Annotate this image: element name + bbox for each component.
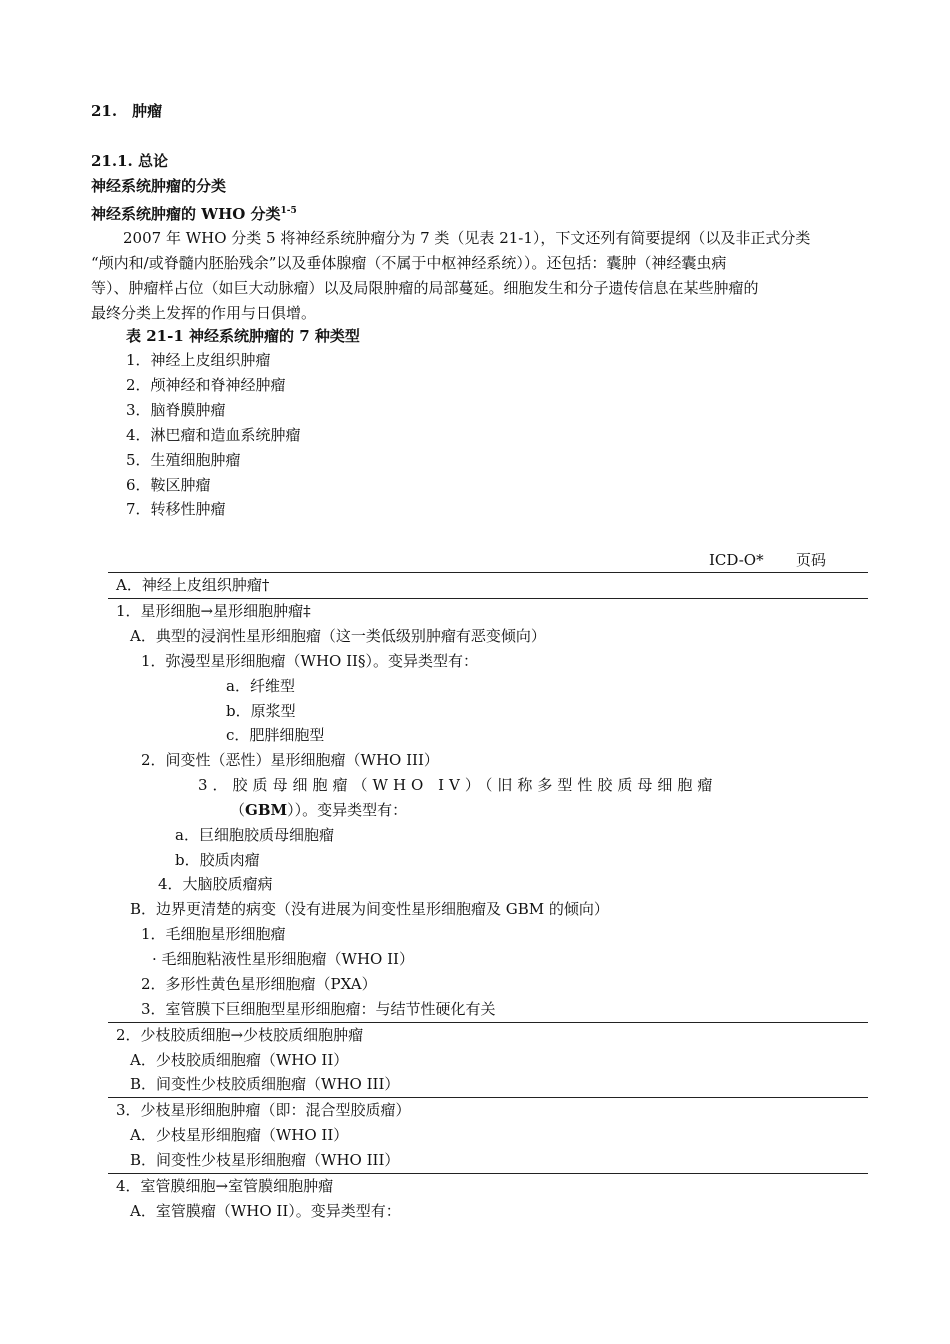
table-rule <box>108 598 868 599</box>
outline-item: B．间变性少枝星形细胞瘤（WHO III） <box>130 1151 400 1169</box>
outline-item: B．间变性少枝胶质细胞瘤（WHO III） <box>130 1075 400 1093</box>
outline-item <box>230 800 407 820</box>
outline-item: A．室管膜瘤（WHO II）。变异类型有： <box>130 1202 401 1220</box>
outline-item: b．原浆型 <box>226 702 296 720</box>
outline-item: 1．星形细胞→星形细胞肿瘤‡ <box>116 602 311 620</box>
table-rule <box>108 1022 868 1023</box>
outline-item: 2．多形性黄色星形细胞瘤（PXA） <box>141 975 377 993</box>
intro-line: 等）、肿瘤样占位（如巨大动脉瘤）以及局限肿瘤的局部蔓延。细胞发生和分子遗传信息在某些肿瘤的 <box>91 279 759 297</box>
outline-item: 1．弥漫型星形细胞瘤（WHO II§）。变异类型有： <box>141 652 478 670</box>
outline-item: A．典型的浸润性星形细胞瘤（这一类低级别肿瘤有恶变倾向） <box>130 627 546 645</box>
page-column-header: 页码 <box>796 551 827 569</box>
outline-item: A．神经上皮组织肿瘤† <box>116 576 270 594</box>
table-rule <box>108 1173 868 1174</box>
intro-line: 2007 年 WHO 分类 5 将神经系统肿瘤分为 7 类（见表 21-1），下文还列有简要提纲（以及非正式分类 <box>123 229 811 247</box>
outline-item: c．肥胖细胞型 <box>226 726 325 744</box>
list-item: 6．鞍区肿瘤 <box>126 476 211 494</box>
gbm-abbreviation: GBM <box>245 801 288 819</box>
gbm-close-text: ））。变异类型有： <box>287 801 408 819</box>
intro-paragraph <box>91 226 861 326</box>
chapter-title: 21. 肿瘤 <box>91 102 163 120</box>
intro-line: 最终分类上发挥的作用与日俱增。 <box>91 304 317 322</box>
table-rule <box>108 572 868 573</box>
section-subtitle-who <box>91 201 297 224</box>
section-subtitle-classification: 神经系统肿瘤的分类 <box>91 177 227 195</box>
outline-item: 2．少枝胶质细胞→少枝胶质细胞肿瘤 <box>116 1026 364 1044</box>
section-title: 21.1. 总论 <box>91 152 168 170</box>
outline-item: 3．室管膜下巨细胞型星形细胞瘤：与结节性硬化有关 <box>141 1000 496 1018</box>
list-item: 7．转移性肿瘤 <box>126 500 226 518</box>
outline-item: a．巨细胞胶质母细胞瘤 <box>175 826 334 844</box>
table-title: 表 21-1 神经系统肿瘤的 7 种类型 <box>126 327 360 345</box>
outline-item: 3．少枝星形细胞肿瘤（即：混合型胶质瘤） <box>116 1101 411 1119</box>
table-rule <box>108 1097 868 1098</box>
intro-line: “颅内和/或脊髓内胚胎残余”以及垂体腺瘤（不属于中枢神经系统））。还包括：囊肿（神经囊虫病 <box>91 254 727 272</box>
list-item: 2．颅神经和脊神经肿瘤 <box>126 376 286 394</box>
list-item: 3．脑脊膜肿瘤 <box>126 401 226 419</box>
gbm-open-paren: （ <box>230 801 246 819</box>
outline-item: B．边界更清楚的病变（没有进展为间变性星形细胞瘤及 GBM 的倾向） <box>130 900 609 918</box>
outline-item: A．少枝胶质细胞瘤（WHO II） <box>130 1051 349 1069</box>
outline-item: b．胶质肉瘤 <box>175 851 260 869</box>
outline-item: · 毛细胞粘液性星形细胞瘤（WHO II） <box>152 950 414 968</box>
list-item: 5．生殖细胞肿瘤 <box>126 451 241 469</box>
outline-item: 3．胶质母细胞瘤（WHO IV）（旧称多型性胶质母细胞瘤 <box>198 776 718 794</box>
who-subtitle-text: 神经系统肿瘤的 WHO 分类 <box>91 205 281 223</box>
outline-item: 4．室管膜细胞→室管膜细胞肿瘤 <box>116 1177 334 1195</box>
reference-superscript: 1-5 <box>280 206 297 216</box>
list-item: 4．淋巴瘤和造血系统肿瘤 <box>126 426 301 444</box>
outline-item: 2．间变性（恶性）星形细胞瘤（WHO III） <box>141 751 439 769</box>
outline-item: A．少枝星形细胞瘤（WHO II） <box>130 1126 349 1144</box>
outline-item: 4．大脑胶质瘤病 <box>158 875 273 893</box>
icd-column-header: ICD-O* <box>709 551 764 569</box>
list-item: 1．神经上皮组织肿瘤 <box>126 351 271 369</box>
outline-item: 1．毛细胞星形细胞瘤 <box>141 925 286 943</box>
outline-item: a．纤维型 <box>226 677 295 695</box>
